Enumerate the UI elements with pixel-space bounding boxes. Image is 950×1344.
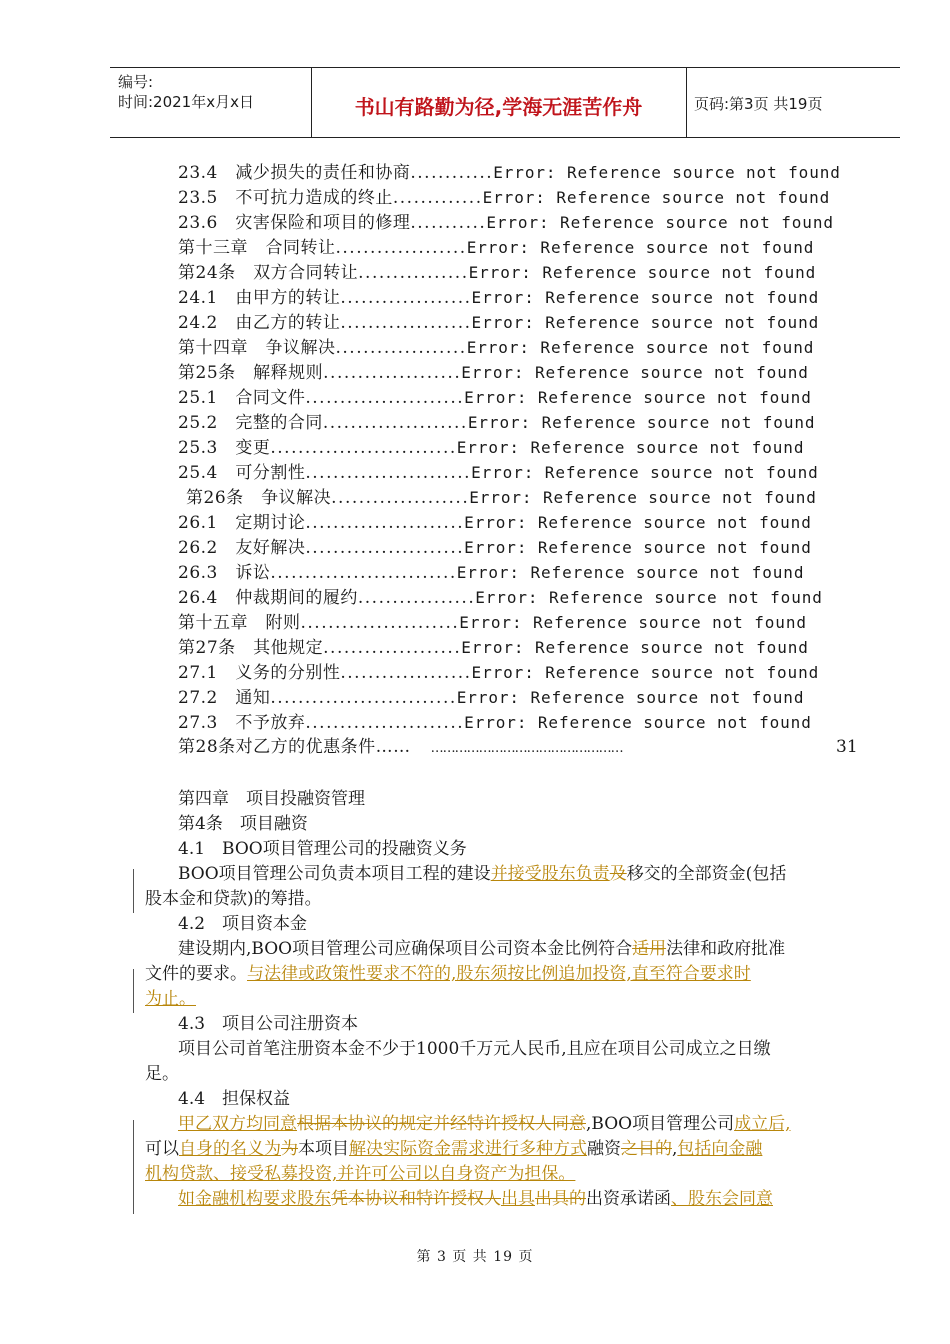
toc-entry[interactable] [178, 485, 841, 510]
toc-leader-dots: ................... [340, 663, 472, 683]
deleted-text: 及 [609, 864, 627, 884]
toc-entry-label: 23.5 不可抗力造成的终止 [178, 188, 393, 208]
toc-entry-page: 31 [836, 737, 858, 757]
toc-leader-dots: ....................... [305, 713, 465, 733]
toc-entry[interactable] [178, 710, 841, 735]
paragraph-line [145, 937, 870, 962]
toc-entry[interactable] [178, 685, 841, 710]
deleted-text: 适用 [632, 939, 667, 959]
deleted-text: 为 [281, 1139, 298, 1159]
toc-leader-dots: ..................... [322, 413, 468, 433]
paragraph-line [145, 1137, 870, 1162]
paragraph-line [145, 862, 870, 887]
toc-entry-label: 26.2 友好解决 [178, 538, 306, 558]
paragraph-line [145, 1112, 870, 1137]
toc-entry-label: 第28条对乙方的优惠条件…… [178, 737, 411, 757]
toc-entry-ref: Error: Reference source not found [461, 638, 809, 657]
inserted-text: 机构贷款、接受私募投资,并许可公司以自身资产为担保。 [145, 1164, 576, 1184]
change-bar [133, 869, 134, 913]
text-run: 移交的全部资金(包括 [626, 864, 787, 884]
toc-entry-ref: Error: Reference source not found [471, 463, 819, 482]
toc-leader-dots: ............ [410, 163, 494, 183]
toc-entry-label: 第十四章 争议解决 [178, 338, 336, 358]
paragraph-line [145, 987, 870, 1012]
toc-entry[interactable] [178, 260, 841, 285]
toc-leader-dots: .................... [323, 363, 462, 383]
toc-entry[interactable] [178, 510, 841, 535]
text-run: 可以 [145, 1139, 179, 1159]
toc-entry-ref: Error: Reference source not found [471, 663, 820, 682]
toc-leader-dots: ........................ [305, 463, 472, 483]
toc-entry-label: 第26条 争议解决 [186, 488, 332, 508]
deleted-text: 凭本协议和特许授权人 [331, 1189, 501, 1209]
chapter-heading: 第四章 项目投融资管理 [178, 789, 365, 809]
article-heading: 第4条 项目融资 [178, 814, 308, 834]
toc-entry-label: 第十五章 附则 [178, 613, 301, 633]
change-bar [133, 1120, 134, 1214]
toc-leader-dots: ………………………………………… [430, 741, 623, 756]
inserted-text: 甲乙双方均同意 [178, 1114, 297, 1134]
toc-leader-dots: ........................... [270, 438, 457, 458]
toc-entry-ref: Error: Reference source not found [464, 388, 812, 407]
toc-entry[interactable] [178, 160, 841, 185]
inserted-text: 与法律或政策性要求不符的,股东须按比例追加投资,直至符合要求时 [247, 964, 751, 984]
deleted-text: 之目的 [621, 1139, 672, 1159]
toc-entry-label: 24.2 由乙方的转让 [178, 313, 341, 333]
toc-entry-ref: Error: Reference source not found [464, 513, 812, 532]
toc-entry[interactable] [178, 285, 841, 310]
toc-entry-ref: Error: Reference source not found [466, 338, 815, 357]
inserted-text: 自身的名义为 [179, 1139, 281, 1159]
toc-entry-label: 26.1 定期讨论 [178, 513, 306, 533]
toc-leader-dots: ........... [410, 213, 487, 233]
toc-entry[interactable] [178, 235, 841, 260]
toc-leader-dots: ................... [340, 288, 472, 308]
toc-entry-ref: Error: Reference source not found [468, 263, 817, 282]
toc-entry-ref: Error: Reference source not found [471, 288, 820, 307]
deleted-text: 根据本协议的规定并经特许授权人同意 [297, 1114, 586, 1134]
inserted-text: 如金融机构要求股东 [178, 1189, 331, 1209]
inserted-text: 并接受股东负责 [490, 864, 610, 884]
toc-entry-ref: Error: Reference source not found [469, 488, 817, 507]
toc-leader-dots: .................... [331, 488, 470, 508]
section-heading: 4.3 项目公司注册资本 [178, 1014, 359, 1034]
toc-entry-label: 第27条 其他规定 [178, 638, 324, 658]
toc-entry-ref: Error: Reference source not found [464, 713, 812, 732]
toc-entry-label: 26.4 仲裁期间的履约 [178, 588, 358, 608]
header-page-label: 页码:第3页 共19页 [694, 95, 823, 113]
change-bar [133, 969, 134, 1013]
toc-entry[interactable] [178, 460, 841, 485]
toc-entry-ref: Error: Reference source not found [464, 538, 812, 557]
text-run: , [672, 1139, 678, 1159]
toc-entry[interactable] [178, 385, 841, 410]
toc-entry[interactable] [178, 560, 841, 585]
text-run: 法律和政府批准 [666, 939, 786, 959]
toc-leader-dots: ....................... [305, 538, 465, 558]
paragraph-line [145, 1187, 870, 1212]
toc-entry-ref: Error: Reference source not found [486, 213, 834, 232]
section-heading: 4.2 项目资本金 [178, 914, 308, 934]
toc-entry[interactable] [178, 435, 841, 460]
toc-entry[interactable] [178, 310, 841, 335]
toc-leader-dots: ................... [335, 238, 467, 258]
toc-entry[interactable] [178, 335, 841, 360]
toc-entry-ref: Error: Reference source not found [456, 688, 805, 707]
section-heading: 4.4 担保权益 [178, 1089, 291, 1109]
toc-leader-dots: ....................... [305, 513, 465, 533]
toc-entry[interactable] [178, 610, 841, 635]
toc-entry-label: 24.1 由甲方的转让 [178, 288, 341, 308]
text-run: 建设期内,BOO项目管理公司应确保项目公司资本金比例符合 [178, 939, 633, 959]
paragraph-line [145, 1162, 870, 1187]
toc-leader-dots: ........................... [270, 688, 457, 708]
toc-entry[interactable] [178, 735, 858, 760]
text-run: BOO项目管理公司负责本项目工程的建设 [178, 864, 491, 884]
inserted-text: 为止。 [145, 989, 196, 1009]
section-heading: 4.1 BOO项目管理公司的投融资义务 [178, 839, 467, 859]
table-of-contents [178, 160, 858, 760]
toc-leader-dots: ....................... [305, 388, 465, 408]
text-run: 本项目 [298, 1139, 349, 1159]
toc-entry[interactable] [178, 660, 841, 685]
toc-leader-dots: ................ [358, 263, 469, 283]
toc-entry-label: 25.4 可分割性 [178, 463, 306, 483]
toc-leader-dots: ................... [335, 338, 467, 358]
header-meta [118, 72, 254, 112]
inserted-text: 、股东会同意 [671, 1189, 773, 1209]
page-header [110, 67, 900, 138]
toc-leader-dots: ........................... [270, 563, 457, 583]
toc-entry-ref: Error: Reference source not found [456, 563, 805, 582]
toc-entry-label: 第十三章 合同转让 [178, 238, 336, 258]
paragraph-line: 股本金和贷款)的筹措。 [145, 889, 322, 909]
toc-entry-ref: Error: Reference source not found [475, 588, 823, 607]
toc-entry-label: 23.4 减少损失的责任和协商 [178, 163, 411, 183]
paragraph-line: 足。 [145, 1064, 179, 1084]
toc-entry[interactable] [178, 535, 841, 560]
text-run: ,BOO项目管理公司 [586, 1114, 735, 1134]
toc-entry[interactable] [178, 635, 841, 660]
toc-entry-ref: Error: Reference source not found [493, 163, 841, 182]
toc-entry-ref: Error: Reference source not found [482, 188, 831, 207]
toc-entry-label: 26.3 诉讼 [178, 563, 271, 583]
toc-leader-dots: ................... [340, 313, 472, 333]
toc-entry-ref: Error: Reference source not found [461, 363, 809, 382]
number-label: 编号: [118, 73, 154, 91]
toc-entry-label: 27.2 通知 [178, 688, 271, 708]
toc-entry-ref: Error: Reference source not found [466, 238, 815, 257]
text-run: 融资 [587, 1139, 621, 1159]
header-divider [686, 68, 687, 137]
page-footer: 第 3 页 共 19 页 [416, 1249, 534, 1265]
toc-entry-ref: Error: Reference source not found [459, 613, 807, 632]
toc-leader-dots: ....................... [300, 613, 460, 633]
inserted-text: 解决实际资金需求进行多种方式 [349, 1139, 587, 1159]
toc-entry-ref: Error: Reference source not found [467, 413, 816, 432]
toc-entry[interactable] [178, 185, 841, 210]
inserted-text: 包括向金融 [677, 1139, 763, 1159]
toc-leader-dots: ............. [392, 188, 483, 208]
header-motto: 书山有路勤为径,学海无涯苦作舟 [354, 95, 643, 119]
toc-leader-dots: ................. [357, 588, 476, 608]
inserted-text: 出具 [501, 1189, 535, 1209]
toc-entry-label: 第25条 解释规则 [178, 363, 324, 383]
toc-entry-label: 第24条 双方合同转让 [178, 263, 359, 283]
paragraph-line [145, 962, 870, 987]
toc-entry-label: 25.1 合同文件 [178, 388, 306, 408]
text-run: 出资承诺函 [586, 1189, 671, 1209]
deleted-text: 出具的 [535, 1189, 586, 1209]
text-run: 文件的要求。 [145, 964, 247, 984]
toc-leader-dots: .................... [323, 638, 462, 658]
document-body [145, 787, 870, 1212]
inserted-text: 成立后, [734, 1114, 791, 1134]
toc-entry[interactable] [178, 210, 841, 235]
toc-entry[interactable] [178, 360, 841, 385]
toc-entry-ref: Error: Reference source not found [456, 438, 805, 457]
toc-entry-label: 25.2 完整的合同 [178, 413, 323, 433]
toc-entry-label: 27.3 不予放弃 [178, 713, 306, 733]
toc-entry-label: 25.3 变更 [178, 438, 271, 458]
toc-entry[interactable] [178, 410, 841, 435]
time-label: 时间:2021年x月x日 [118, 93, 254, 111]
paragraph-line: 项目公司首笔注册资本金不少于1000千万元人民币,且应在项目公司成立之日缴 [178, 1039, 771, 1059]
toc-entry-label: 27.1 义务的分别性 [178, 663, 341, 683]
toc-entry-ref: Error: Reference source not found [471, 313, 820, 332]
toc-entry[interactable] [178, 585, 841, 610]
toc-entry-label: 23.6 灾害保险和项目的修理 [178, 213, 411, 233]
